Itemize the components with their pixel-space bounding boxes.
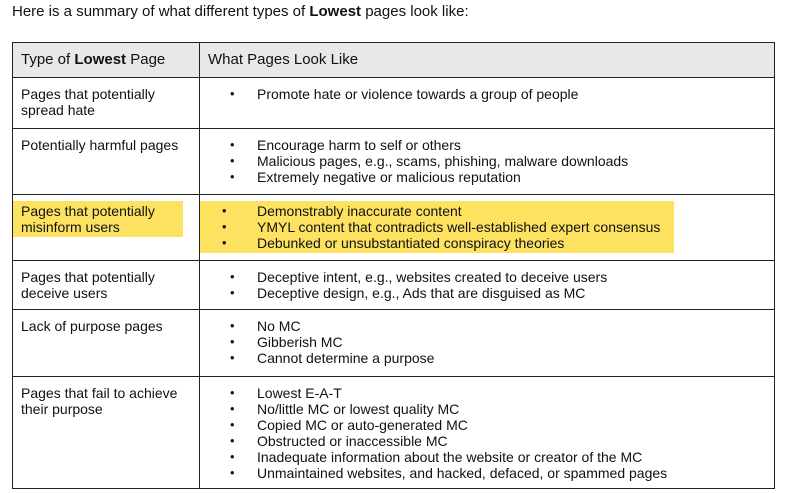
list-item: • Lowest E-A-T [208,385,766,401]
table-row [13,129,775,195]
list-item: • Encourage harm to self or others [208,137,766,153]
intro-after: pages look like: [361,3,469,20]
row-type-cell [13,377,200,489]
list-item: • Promote hate or violence towards a group of people [208,86,766,102]
header-description-label: What Pages Look Like [208,51,359,68]
row-items-cell [200,195,775,261]
intro-text [12,3,469,21]
list-item: • Debunked or unsubstantiated conspiracy theories [200,235,674,251]
lowest-pages-table [12,42,775,489]
row-type-label: Pages that potentially spread hate [21,86,155,118]
row-items-cell [200,78,775,129]
list-item: • Deceptive design, e.g., Ads that are disguised as MC [208,285,766,301]
row-type-cell [13,261,200,310]
row-type-cell [13,195,200,261]
table-row [13,78,775,129]
list-item: • No/little MC or lowest quality MC [208,401,766,417]
row-items-cell [200,261,775,310]
bullet-list-highlighted [200,201,674,253]
row-type-label: Potentially harmful pages [21,137,179,153]
list-item: • Demonstrably inaccurate content [200,203,674,219]
table-header-row [13,43,775,78]
row-type-label: Lack of purpose pages [21,318,163,334]
list-item: • Inadequate information about the website or creator of the MC [208,449,766,465]
row-type-label: Pages that potentially deceive users [21,269,155,301]
list-item: • Copied MC or auto-generated MC [208,417,766,433]
list-item: • Unmaintained websites, and hacked, defaced, or spammed pages [208,465,766,481]
table-row-highlighted [13,195,775,261]
list-item: • Gibberish MC [208,334,766,350]
row-items-cell [200,129,775,195]
table-row [13,310,775,377]
row-type-cell [13,310,200,377]
row-type-cell [13,129,200,195]
list-item: • Deceptive intent, e.g., websites created to deceive users [208,269,766,285]
row-items-cell [200,310,775,377]
header-type-after: Page [126,51,166,68]
row-type-cell [13,78,200,129]
bullet-list [208,137,766,185]
table-row [13,377,775,489]
bullet-list [208,269,766,301]
bullet-list [208,318,766,366]
row-type-label: Pages that potentially misinform users [13,201,183,237]
list-item: • Cannot determine a purpose [208,350,766,366]
list-item: • Malicious pages, e.g., scams, phishing, malware downloads [208,153,766,169]
list-item: • YMYL content that contradicts well-established expert consensus [200,219,674,235]
header-type [13,43,200,78]
list-item: • Extremely negative or malicious reputation [208,169,766,185]
header-type-before: Type of [21,51,75,68]
bullet-list [208,385,766,481]
header-type-bold: Lowest [74,51,127,68]
table-row [13,261,775,310]
row-type-label: Pages that fail to achieve their purpose [21,385,178,417]
list-item: • No MC [208,318,766,334]
intro-bold: Lowest [309,3,362,20]
header-description [200,43,775,78]
row-items-cell [200,377,775,489]
bullet-list [208,86,766,102]
list-item: • Obstructed or inaccessible MC [208,433,766,449]
intro-before: Here is a summary of what different types of [12,3,310,20]
